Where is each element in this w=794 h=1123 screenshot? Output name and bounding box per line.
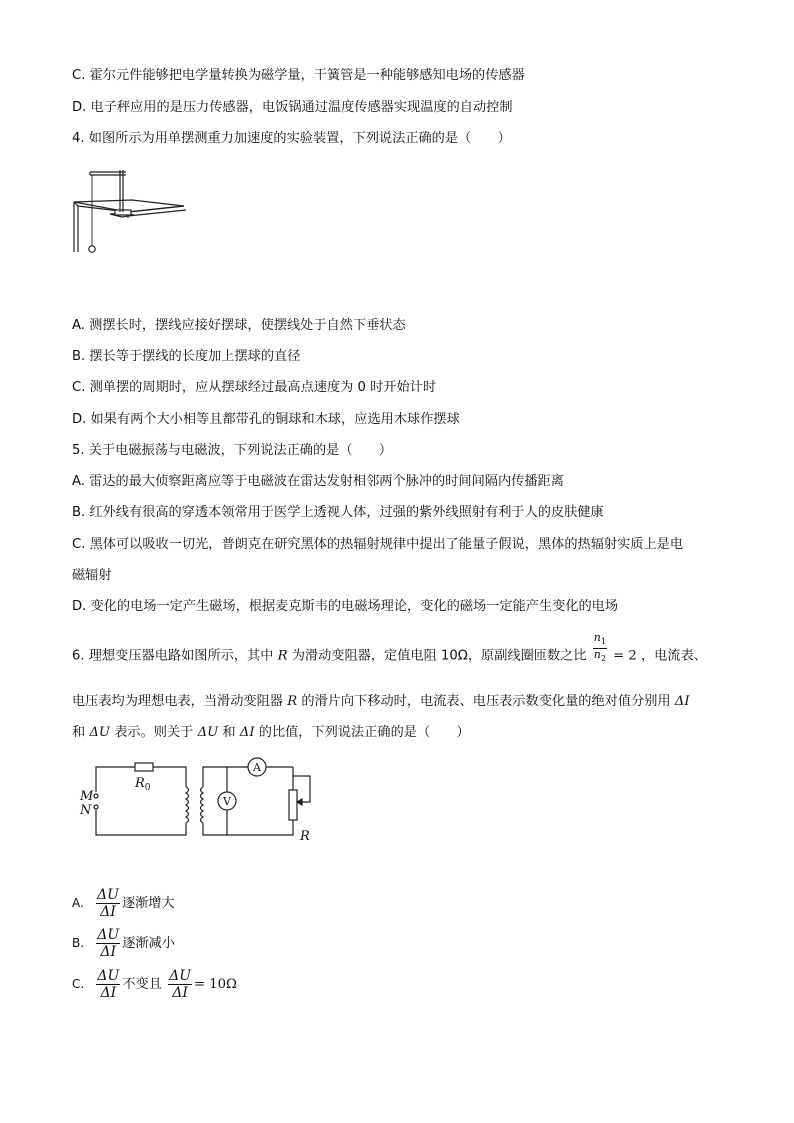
option-label: A. (72, 896, 84, 910)
ratio-value: = 2 (613, 648, 637, 664)
q3-option-c: C. 霍尔元件能够把电学量转换为磁学量，干簧管是一种能够感知电场的传感器 (72, 68, 525, 83)
q5-option-b: B. 红外线有很高的穿透本领常用于医学上透视人体，过强的紫外线照射有利于人的皮肤健康 (72, 505, 604, 520)
resistor-r0 (135, 763, 153, 771)
du-over-di-fraction: $\frac{\Delta U}{\Delta I}$ (97, 967, 120, 1001)
q4-option-d: D. 如果有两个大小相等且都带孔的铜球和木球，应选用木球作摆球 (72, 412, 460, 427)
n2-subscript: 2 (600, 654, 606, 664)
du-over-di-fraction: $\frac{\Delta U}{\Delta I}$ (97, 926, 120, 960)
delta-i-symbol: ΔI (239, 725, 255, 740)
primary-coil (186, 787, 189, 823)
option-text: 逐渐减小 (122, 936, 175, 951)
q6-option-b (72, 926, 175, 961)
q5-option-a: A. 雷达的最大侦察距离应等于电磁波在雷达发射相邻两个脉冲的时间间隔内传播距离 (72, 474, 564, 489)
option-c-value: = 10Ω (194, 977, 237, 992)
q3-option-d: D. 电子秤应用的是压力传感器，电饭锅通过温度传感器实现温度的自动控制 (72, 100, 513, 115)
q5-option-c-line2: 磁辐射 (72, 568, 112, 583)
q5-option-d: D. 变化的电场一定产生磁场，根据麦克斯韦的电磁场理论，变化的磁场一定能产生变化的电场 (72, 599, 619, 614)
voltmeter-label: V (223, 795, 231, 808)
q6-text: 表示。则关于 (114, 725, 194, 740)
q6-stem-line2 (72, 693, 690, 711)
pendulum-apparatus-figure (70, 160, 190, 260)
q6-text: 电压表均为理想电表，当滑动变阻器 (72, 694, 283, 709)
rheostat-r (289, 790, 297, 820)
q6-var-r: R (287, 694, 298, 709)
terminal-n (94, 805, 98, 809)
option-label: B. (72, 936, 85, 950)
q6-text: 的滑片向下移动时，电流表、电压表示数变化量的绝对值分别用 (301, 694, 671, 709)
q5-stem: 5. 关于电磁振荡与电磁波，下列说法正确的是（ ） (72, 443, 393, 458)
delta-i-symbol: ΔI (674, 694, 690, 709)
q6-text: 和 (222, 725, 236, 740)
option-label: C. (72, 977, 85, 991)
q6-stem-line3 (72, 724, 470, 742)
transformer-circuit-diagram (70, 752, 340, 844)
q6-text: ，电流表、 (641, 648, 707, 664)
label-n: N (80, 803, 92, 818)
option-text: 逐渐增大 (121, 896, 175, 911)
q4-option-b: B. 摆长等于摆线的长度加上摆球的直径 (72, 349, 301, 364)
terminal-m (94, 794, 98, 798)
q6-option-a (72, 886, 175, 921)
q4-option-c: C. 测单摆的周期时，应从摆球经过最高点速度为 0 时开始计时 (72, 380, 437, 395)
q6-option-c (72, 967, 237, 1002)
option-text: 不变且 (122, 977, 162, 992)
n1-subscript: 1 (600, 637, 606, 647)
du-over-di-fraction: $\frac{\Delta U}{\Delta I}$ (169, 967, 192, 1001)
delta-u-symbol: ΔU (89, 725, 111, 740)
n1-symbol: n (593, 631, 601, 644)
label-r: R (300, 829, 310, 844)
ammeter-label: A (253, 761, 261, 774)
secondary-coil (201, 787, 204, 823)
q4-stem: 4. 如图所示为用单摆测重力加速度的实验装置，下列说法正确的是（ ） (72, 131, 511, 146)
q4-option-a: A. 测摆长时，摆线应接好摆球，使摆线处于自然下垂状态 (72, 318, 406, 333)
q6-text: 为滑动变阻器，定值电阻 10Ω，原副线圈匝数之比 (291, 648, 587, 664)
label-r0: $R_0$ (135, 776, 151, 793)
q5-option-c-line1: C. 黑体可以吸收一切光，普朗克在研究黑体的热辐射规律中提出了能量子假说，黑体的热辐射实质上是电 (72, 537, 684, 552)
q6-var-r: R (277, 648, 288, 664)
turns-ratio-fraction (593, 632, 607, 665)
n2-symbol: n (593, 648, 601, 662)
q6-stem-line1 (72, 631, 707, 666)
delta-u-symbol: ΔU (197, 725, 219, 740)
label-m: M (80, 789, 94, 804)
q6-text: 的比值，下列说法正确的是（ ） (258, 725, 470, 740)
q6-text: 6. 理想变压器电路如图所示，其中 (72, 648, 274, 664)
du-over-di-fraction: $\frac{\Delta U}{\Delta I}$ (97, 886, 119, 920)
q6-text: 和 (72, 725, 86, 740)
